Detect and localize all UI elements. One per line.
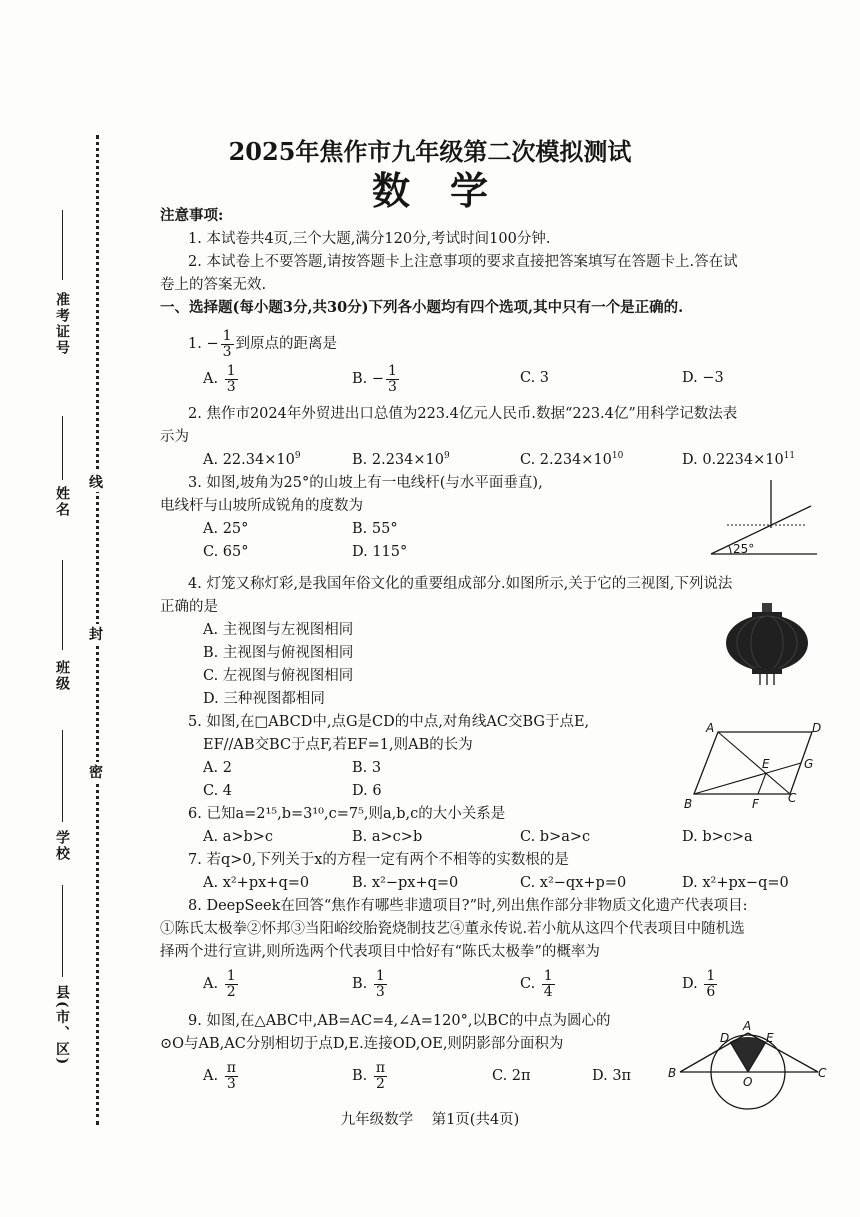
q9-option-d: D. 3π bbox=[592, 1068, 632, 1084]
q8-option-b: B. $\frac{1}{3}$ bbox=[352, 967, 385, 1000]
q3-slope-figure bbox=[705, 476, 825, 560]
page-footer: 九年级数学 第1页(共4页) bbox=[340, 1112, 520, 1128]
q5-label-c: C bbox=[788, 791, 797, 805]
notice-item-2a: 2. 本试卷上不要答题,请按答题卡上注意事项的要求直接把答案填写在答题卡上.答在试 bbox=[188, 254, 738, 270]
field-class-label: 班级 bbox=[54, 660, 70, 692]
q8-line-2: ①陈氏太极拳②怀邦③当阳峪绞胎瓷烧制技艺④董永传说.若小航从这四个代表项目中随机选 bbox=[160, 921, 745, 937]
q5-option-a: A. 2 bbox=[203, 760, 232, 776]
q3-option-b: B. 55° bbox=[352, 521, 398, 537]
q1-option-a: A. $\frac{1}{3}$ bbox=[203, 362, 236, 395]
q4-option-b: B. 主视图与俯视图相同 bbox=[203, 645, 354, 661]
q9-label-a: A bbox=[743, 1019, 752, 1033]
section-1-heading: 一、选择题(每小题3分,共30分)下列各小题均有四个选项,其中只有一个是正确的. bbox=[160, 299, 684, 316]
q9-line-1: 9. 如图,在△ABC中,AB=AC=4,∠A=120°,以BC的中点为圆心的 bbox=[188, 1013, 611, 1029]
q9-option-c: C. 2π bbox=[492, 1068, 531, 1084]
q2-line-1: 2. 焦作市2024年外贸进出口总值为223.4亿元人民币.数据“223.4亿”用科学记数法表 bbox=[188, 406, 738, 422]
q7-option-a: A. x²+px+q=0 bbox=[203, 875, 310, 891]
q1-stem: 1. − $\frac{1}{3}$ 到原点的距离是 bbox=[188, 327, 338, 360]
q2-option-c: C. $2.234\times 10^{10}$ bbox=[520, 451, 624, 468]
q5-line-2: EF//AB交BC于点F,若EF=1,则AB的长为 bbox=[203, 737, 473, 753]
q3-line-1: 3. 如图,坡角为25°的山坡上有一电线杆(与水平面垂直), bbox=[188, 475, 543, 491]
q5-label-f: F bbox=[752, 797, 759, 810]
q9-label-e: E bbox=[766, 1031, 774, 1045]
q3-option-c: C. 65° bbox=[203, 544, 249, 560]
q7-option-c: C. x²−qx+p=0 bbox=[520, 875, 627, 891]
q2-line-2: 示为 bbox=[160, 429, 189, 445]
q5-label-a: A bbox=[706, 721, 715, 735]
q8-option-d: D. $\frac{1}{6}$ bbox=[682, 967, 716, 1000]
q5-option-b: B. 3 bbox=[352, 760, 382, 776]
q2-option-b: B. $2.234\times 10^9$ bbox=[352, 451, 450, 468]
q1-option-c: C. 3 bbox=[520, 370, 550, 386]
q1-fraction: $\frac{1}{3}$ bbox=[222, 327, 232, 360]
q6-line-1: 6. 已知a=2¹⁵,b=3¹⁰,c=7⁵,则a,b,c的大小关系是 bbox=[188, 806, 506, 822]
seal-mark-line: 线 bbox=[89, 472, 103, 492]
q6-option-a: A. a>b>c bbox=[203, 829, 274, 845]
q2-option-a: A. $22.34\times 10^9$ bbox=[203, 451, 301, 468]
field-exam-id-line bbox=[62, 210, 63, 280]
field-class-line bbox=[62, 560, 63, 650]
q4-option-d: D. 三种视图都相同 bbox=[203, 691, 325, 707]
q6-option-d: D. b>c>a bbox=[682, 829, 753, 845]
q9-option-b: B. $\frac{\pi}{2}$ bbox=[352, 1059, 386, 1092]
seal-mark-seal: 封 bbox=[89, 624, 103, 644]
exam-title: 2025年焦作市九年级第二次模拟测试 bbox=[228, 137, 632, 166]
q8-option-a: A. $\frac{1}{2}$ bbox=[203, 967, 236, 1000]
q7-line-1: 7. 若q>0,下列关于x的方程一定有两个不相等的实数根的是 bbox=[188, 852, 569, 868]
notice-item-2b: 卷上的答案无效. bbox=[160, 277, 267, 293]
q9-option-a: A. $\frac{\pi}{3}$ bbox=[203, 1059, 236, 1092]
q8-line-1: 8. DeepSeek在回答“焦作有哪些非遗项目?”时,列出焦作部分非物质文化遗产代表项目: bbox=[188, 898, 748, 914]
subject-title: 数学 bbox=[371, 168, 528, 213]
q6-option-b: B. a>c>b bbox=[352, 829, 423, 845]
notice-item-1: 1. 本试卷共4页,三个大题,满分120分,考试时间100分钟. bbox=[188, 231, 551, 247]
q5-line-1: 5. 如图,在□ABCD中,点G是CD的中点,对角线AC交BG于点E, bbox=[188, 714, 590, 730]
field-county-line bbox=[62, 885, 63, 977]
q4-line-2: 正确的是 bbox=[160, 599, 218, 615]
q4-option-c: C. 左视图与俯视图相同 bbox=[203, 668, 354, 684]
q3-option-d: D. 115° bbox=[352, 544, 408, 560]
q2-option-d: D. $0.2234\times 10^{11}$ bbox=[682, 451, 796, 468]
q9-line-2: ⊙O与AB,AC分别相切于点D,E.连接OD,OE,则阴影部分面积为 bbox=[160, 1036, 564, 1052]
field-name-line bbox=[62, 416, 63, 480]
q9-label-o: O bbox=[743, 1075, 753, 1089]
field-exam-id-label: 准考证号 bbox=[54, 292, 70, 356]
field-name-label: 姓名 bbox=[54, 486, 70, 518]
q5-label-e: E bbox=[762, 757, 770, 771]
q3-option-a: A. 25° bbox=[203, 521, 249, 537]
notice-heading: 注意事项: bbox=[160, 207, 224, 224]
q3-line-2: 电线杆与山坡所成锐角的度数为 bbox=[160, 498, 363, 514]
q9-circle-figure bbox=[668, 1016, 828, 1112]
q5-option-c: C. 4 bbox=[203, 783, 233, 799]
q9-label-b: B bbox=[668, 1066, 677, 1080]
q9-label-d: D bbox=[720, 1031, 730, 1045]
q1-option-b: B. − $\frac{1}{3}$ bbox=[352, 362, 397, 395]
q4-line-1: 4. 灯笼又称灯彩,是我国年俗文化的重要组成部分.如图所示,关于它的三视图,下列说法 bbox=[188, 576, 733, 592]
q1-option-d: D. −3 bbox=[682, 370, 724, 386]
q9-label-c: C bbox=[818, 1066, 827, 1080]
seal-mark-secret: 密 bbox=[89, 762, 103, 782]
q7-option-b: B. x²−px+q=0 bbox=[352, 875, 459, 891]
q6-option-c: C. b>a>c bbox=[520, 829, 591, 845]
q7-option-d: D. x²+px−q=0 bbox=[682, 875, 789, 891]
q8-line-3: 择两个进行宣讲,则所选两个代表项目中恰好有“陈氏太极拳”的概率为 bbox=[160, 944, 600, 960]
q3-angle-label: 25° bbox=[733, 542, 755, 556]
q8-option-c: C. $\frac{1}{4}$ bbox=[520, 967, 553, 1000]
q5-label-g: G bbox=[804, 757, 814, 771]
field-county-label: 县(市、区) bbox=[54, 985, 70, 1067]
q5-label-d: D bbox=[812, 721, 822, 735]
q5-option-d: D. 6 bbox=[352, 783, 382, 799]
q4-lantern-figure bbox=[724, 603, 810, 685]
q4-option-a: A. 主视图与左视图相同 bbox=[203, 622, 354, 638]
field-school-line bbox=[62, 730, 63, 822]
field-school-label: 学校 bbox=[54, 830, 70, 862]
q5-label-b: B bbox=[684, 797, 693, 810]
q5-parallelogram-figure bbox=[680, 718, 828, 810]
